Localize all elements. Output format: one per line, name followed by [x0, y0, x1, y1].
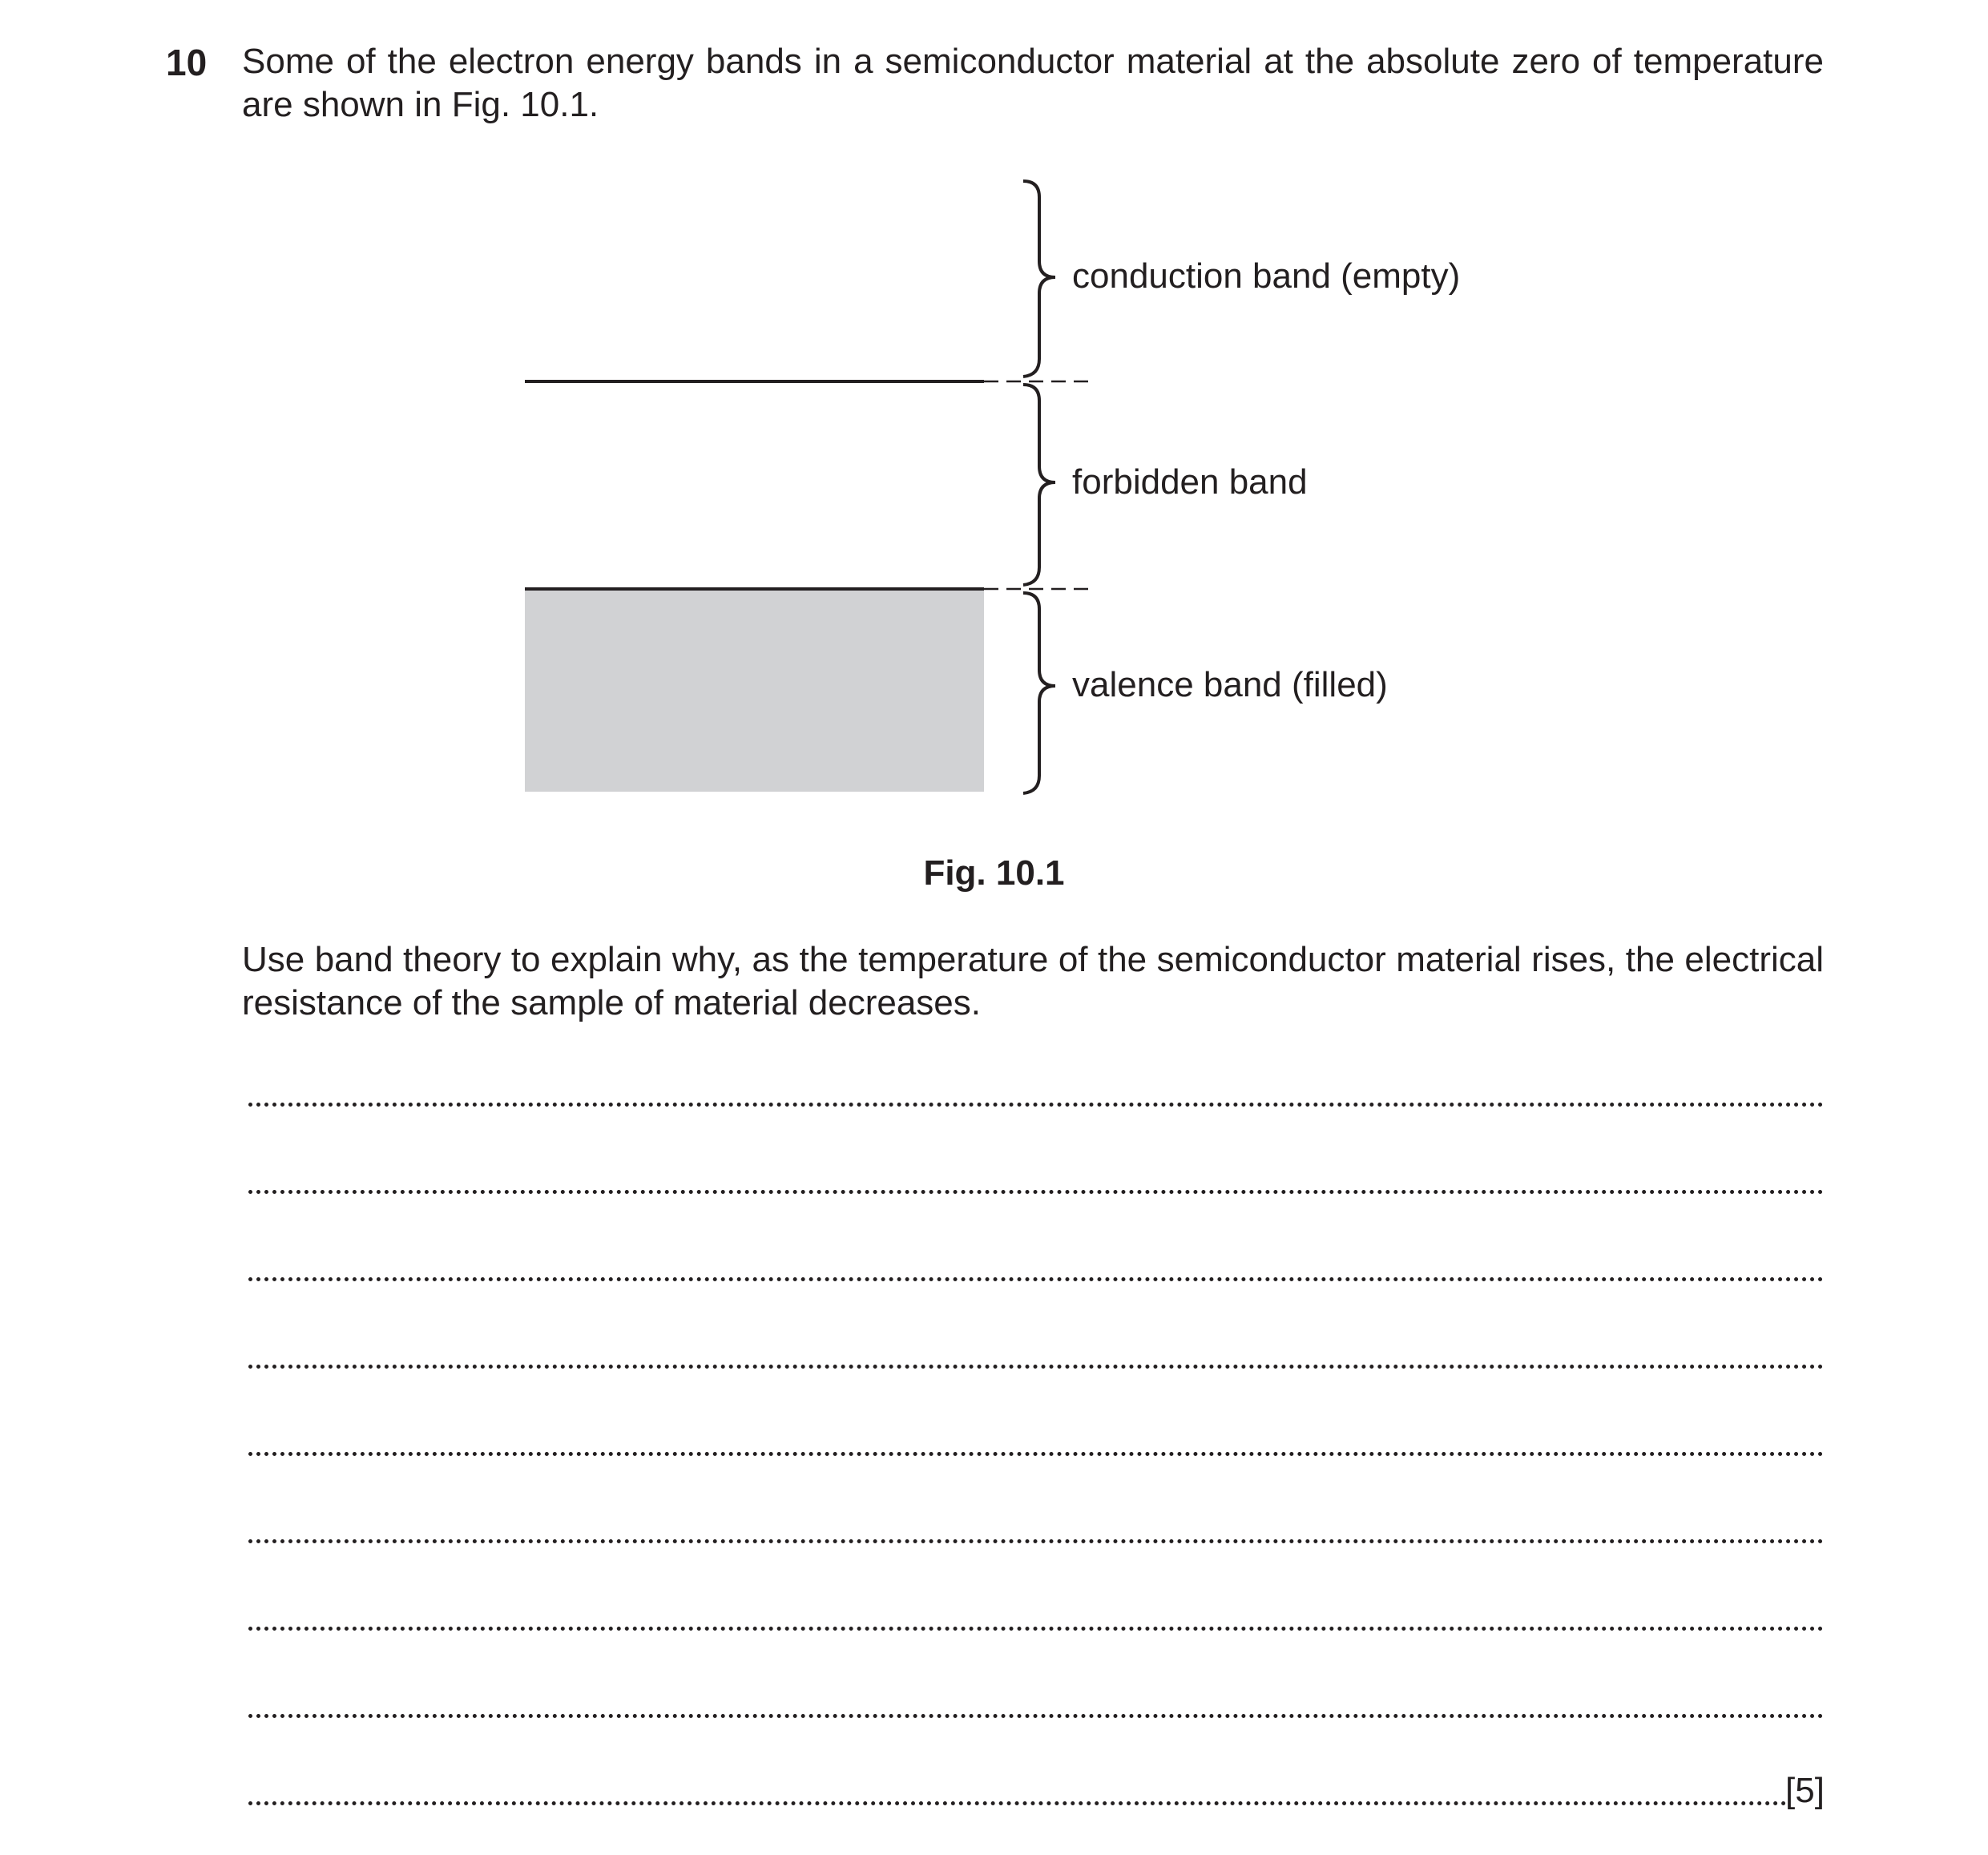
answer-line[interactable] — [248, 1706, 1824, 1718]
question-number: 10 — [166, 42, 208, 83]
band-diagram-svg — [0, 0, 1988, 881]
answer-line[interactable] — [248, 1357, 1824, 1369]
forbidden-band-brace — [1023, 385, 1055, 585]
conduction-band-label: conduction band (empty) — [1072, 256, 1461, 296]
answer-line[interactable] — [248, 1619, 1824, 1631]
answer-line[interactable] — [248, 1444, 1824, 1456]
answer-line[interactable] — [248, 1531, 1824, 1543]
answer-line[interactable] — [248, 1095, 1824, 1107]
forbidden-band-label: forbidden band — [1072, 462, 1308, 502]
valence-band-brace — [1023, 593, 1055, 793]
figure-caption: Fig. 10.1 — [923, 853, 1065, 893]
question-prompt: Use band theory to explain why, as the temperature of the semiconductor material rises, the electrical resistance of the sample of material decreases. — [242, 940, 1824, 1022]
answer-line[interactable] — [248, 1793, 1787, 1805]
conduction-band-brace — [1023, 181, 1055, 377]
valence-band-label: valence band (filled) — [1072, 665, 1388, 704]
valence-band-fill — [525, 589, 984, 792]
band-diagram — [0, 0, 1988, 893]
answer-line[interactable] — [248, 1269, 1824, 1281]
answer-line[interactable] — [248, 1182, 1824, 1194]
marks-label: [5] — [1785, 1771, 1825, 1810]
question-stem: Some of the electron energy bands in a semiconductor material at the absolute zero of temperature are shown in Fig. 10.1. — [242, 42, 1824, 124]
